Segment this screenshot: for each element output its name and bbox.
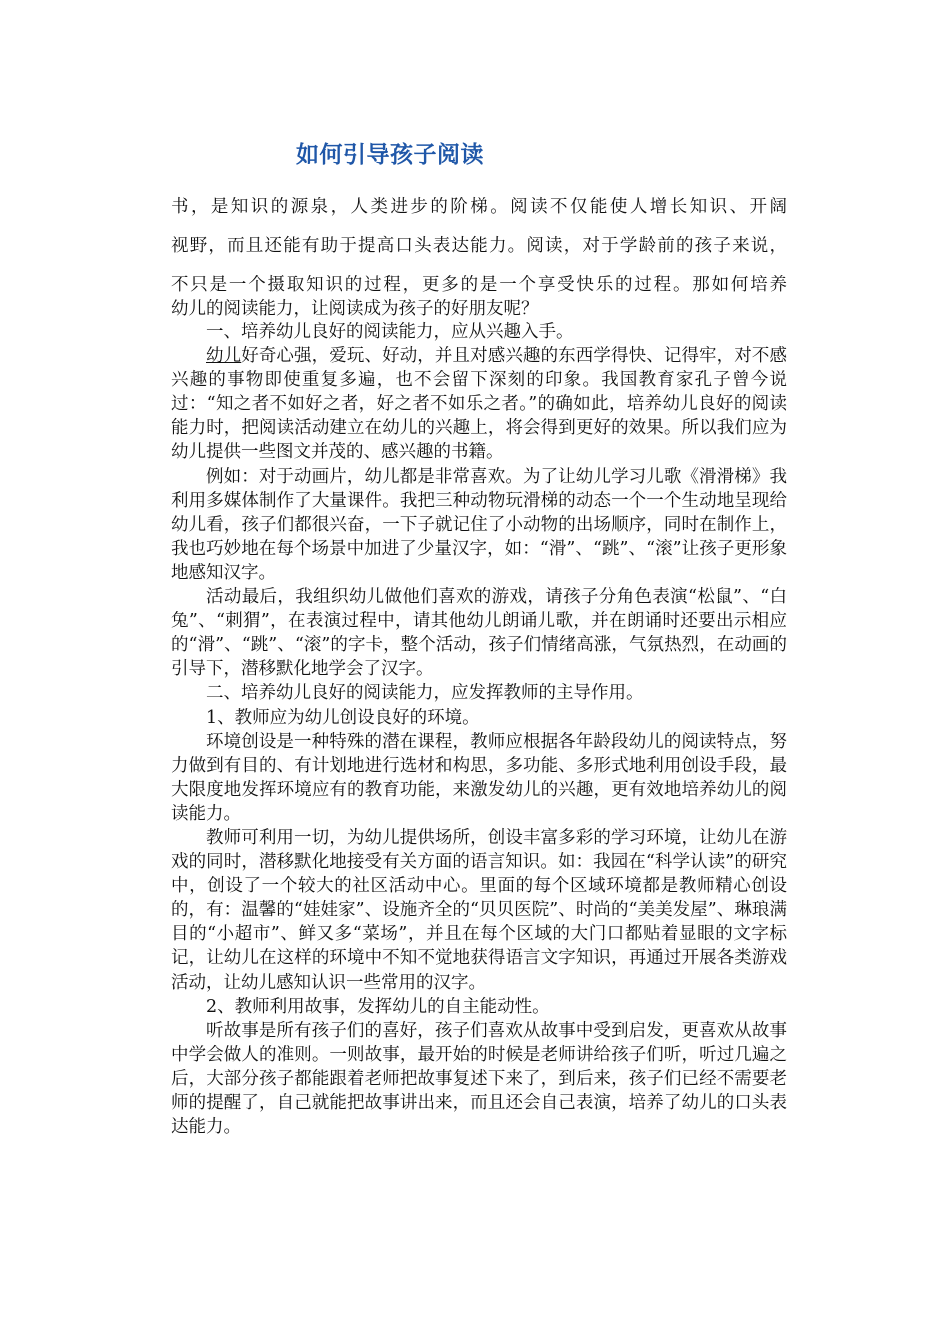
paragraph-story: 听故事是所有孩子们的喜好，孩子们喜欢从故事中受到启发，更喜欢从故事中学会做人的准则。一则故事，最开始的时候是老师讲给孩子们听，听过几遍之后，大部分孩子都能跟着老师把故事复述下来了，到后来，孩子们已经不需要老师的提醒了，自己就能把故事讲出来，而且还会自己表演，培养了幼儿的口头表达能力。 xyxy=(171,1020,787,1138)
section-heading-2: 二、培养幼儿良好的阅读能力，应发挥教师的主导作用。 xyxy=(206,683,644,704)
document-body xyxy=(171,320,787,1139)
document-title: 如何引导孩子阅读 xyxy=(296,142,484,168)
underlined-term: 幼儿 xyxy=(206,346,242,367)
subheading-environment: 1、教师应为幼儿创设良好的环境。 xyxy=(206,707,480,728)
intro-line-3: 不只是一个摄取知识的过程，更多的是一个享受快乐的过程。那如何培养 xyxy=(171,275,787,295)
paragraph-community: 教师可利用一切，为幼儿提供场所，创设丰富多彩的学习环境，让幼儿在游戏的同时，潜移默化地接受有关方面的语言知识。如：我园在“科学认读”的研究中，创设了一个较大的社区活动中心。里面的每个区域环境都是教师精心创设的，有：温馨的“娃娃家”、设施齐全的“贝贝医院”、时尚的“美美发屋”、琳琅满目的“小超市”、鲜又多“菜场”，并且在每个区域的大门口都贴着显眼的文字标记，让幼儿在这样的环境中不知不觉地获得语言文字知识，再通过开展各类游戏活动，让幼儿感知认识一些常用的汉字。 xyxy=(171,827,787,993)
paragraph-activity: 活动最后，我组织幼儿做他们喜欢的游戏，请孩子分角色表演“松鼠”、“白兔”、“刺猬”，在表演过程中，请其他幼儿朗诵儿歌，并在朗诵时还要出示相应的“滑”、“跳”、“滚”的字卡，整个活动，孩子们情绪高涨，气氛热烈，在动画的引导下，潜移默化地学会了汉字。 xyxy=(171,587,787,680)
intro-line-4: 幼儿的阅读能力，让阅读成为孩子的好朋友呢？ xyxy=(171,299,539,319)
subheading-story: 2、教师利用故事，发挥幼儿的自主能动性。 xyxy=(206,996,550,1017)
intro-line-2: 视野，而且还能有助于提高口头表达能力。阅读，对于学龄前的孩子来说， xyxy=(171,236,787,256)
paragraph-interest-text: 好奇心强，爱玩、好动，并且对感兴趣的东西学得快、记得牢，对不感兴趣的事物即使重复多遍，也不会留下深刻的印象。我国教育家孔子曾今说过：“知之者不如好之者，好之者不如乐之者。”的确如此，培养幼儿良好的阅读能力时，把阅读活动建立在幼儿的兴趣上，将会得到更好的效果。所以我们应为幼儿提供一些图文并茂的、感兴趣的书籍。 xyxy=(171,346,787,463)
paragraph-example: 例如：对于动画片，幼儿都是非常喜欢。为了让幼儿学习儿歌《滑滑梯》我利用多媒体制作了大量课件。我把三种动物玩滑梯的动态一个一个生动地呈现给幼儿看，孩子们都很兴奋，一下子就记住了小动物的出场顺序，同时在制作上，我也巧妙地在每个场景中加进了少量汉字，如：“滑”、“跳”、“滚”让孩子更形象地感知汉字。 xyxy=(171,466,787,583)
paragraph-environment: 环境创设是一种特殊的潜在课程，教师应根据各年龄段幼儿的阅读特点，努力做到有目的、有计划地进行选材和构思，多功能、多形式地利用创设手段，最大限度地发挥环境应有的教育功能，来激发幼儿的兴趣，更有效地培养幼儿的阅读能力。 xyxy=(171,731,787,824)
intro-line-1: 书，是知识的源泉，人类进步的阶梯。阅读不仅能使人增长知识、开阔 xyxy=(171,197,787,217)
paragraph-interest xyxy=(171,344,787,464)
section-heading-1: 一、培养幼儿良好的阅读能力，应从兴趣入手。 xyxy=(206,322,574,342)
